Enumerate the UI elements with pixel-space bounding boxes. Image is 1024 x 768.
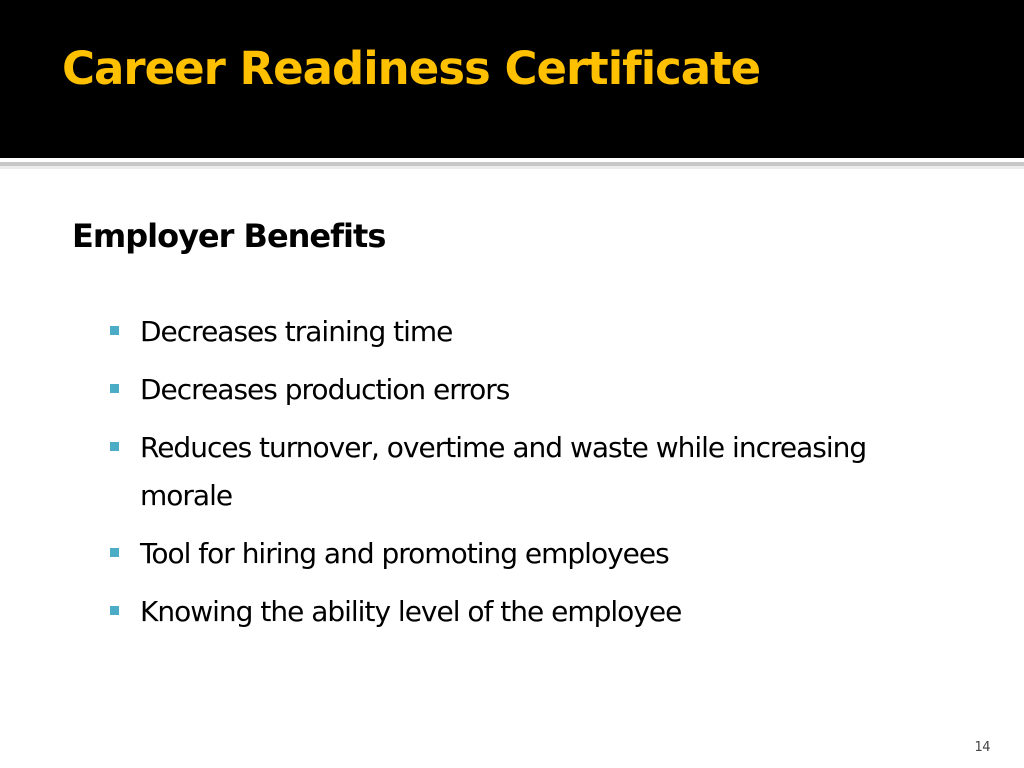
bullet-item	[108, 588, 938, 636]
bullet-text: Tool for hiring and promoting employees	[140, 537, 669, 570]
bullet-text: Knowing the ability level of the employee	[140, 595, 682, 628]
bullet-item	[108, 366, 938, 414]
bullet-item	[108, 530, 938, 578]
bullet-list	[108, 308, 938, 646]
bullet-text: Reduces turnover, overtime and waste while increasing morale	[140, 431, 867, 512]
bullet-text: Decreases training time	[140, 315, 453, 348]
bullet-item	[108, 308, 938, 356]
bullet-text: Decreases production errors	[140, 373, 510, 406]
bullet-item	[108, 424, 938, 520]
page-number: 14	[974, 740, 990, 755]
slide-subheading: Employer Benefits	[72, 217, 386, 255]
square-bullet-icon	[110, 548, 119, 557]
square-bullet-icon	[110, 442, 119, 451]
square-bullet-icon	[110, 606, 119, 615]
title-bar	[0, 0, 1024, 158]
slide-title: Career Readiness Certificate	[62, 42, 761, 95]
square-bullet-icon	[110, 326, 119, 335]
square-bullet-icon	[110, 384, 119, 393]
title-divider-shadow	[0, 166, 1024, 169]
